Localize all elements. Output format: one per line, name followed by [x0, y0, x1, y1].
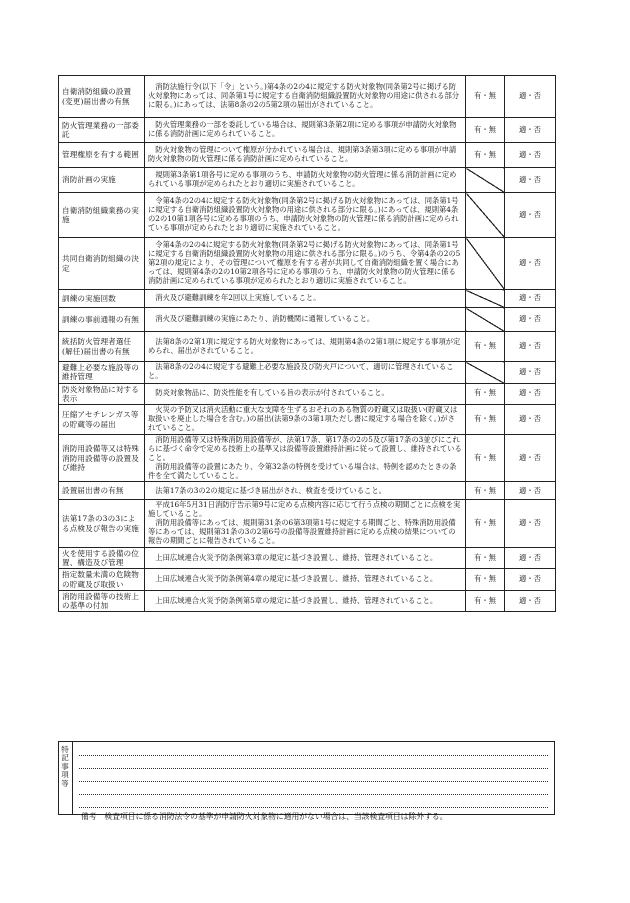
inspection-item: 消防計画の実施 — [59, 168, 145, 193]
inspection-item: 訓練の実施回数 — [59, 290, 145, 308]
not-applicable-cell — [466, 193, 505, 238]
table-row — [59, 405, 556, 435]
inspection-item: 統括防火管理者選任(解任)届出書の有無 — [59, 332, 145, 362]
inspection-criteria: 上田広域連合火災予防条例第5章の規定に基づき設置し、維持、管理されていること。 — [145, 590, 466, 612]
result-cell[interactable]: 適・否 — [505, 238, 556, 290]
presence-cell[interactable]: 有・無 — [466, 590, 505, 612]
table-row — [59, 332, 556, 362]
inspection-criteria: 消防用設備等又は特殊消防用設備等が、法第17条、第17条の2の5及び第17条の3並びにこれらに基づく命令で定める技術上の基準又は設備等設置維持計画に従って設置し、維持されていること。 消防用設備等の設置にあたり、令第32条の特例を受けている場合は、特例を認めたときの条件を全て満たしていること。 — [145, 435, 466, 482]
inspection-criteria: 防火対象物の管理について権原が分かれている場合は、規則第3条第3項に定める事項が申請防火対象物の防火管理に係る消防計画に定められていること。 — [145, 143, 466, 168]
table-row — [59, 362, 556, 384]
inspection-item: 防炎対象物品に対する表示 — [59, 383, 145, 405]
not-applicable-cell — [466, 308, 505, 332]
inspection-item: 指定数量未満の危険物の貯蔵及び取扱い — [59, 569, 145, 591]
result-cell[interactable]: 適・否 — [505, 590, 556, 612]
inspection-criteria: 消火及び避難訓練の実施にあたり、消防機関に通報していること。 — [145, 308, 466, 332]
presence-cell[interactable]: 有・無 — [466, 405, 505, 435]
table-row — [59, 482, 556, 500]
result-cell[interactable]: 適・否 — [505, 569, 556, 591]
notes-line — [79, 781, 548, 782]
inspection-criteria: 規則第3条第1項各号に定める事項のうち、申請防火対象物の防火管理に係る消防計画に定められている事項が定められたとおり適切に実施されていること。 — [145, 168, 466, 193]
presence-cell[interactable]: 有・無 — [466, 569, 505, 591]
inspection-table — [58, 75, 556, 612]
inspection-item: 圧縮アセチレンガス等の貯蔵等の届出 — [59, 405, 145, 435]
inspection-item: 消防用設備等又は特殊消防用設備等の設置及び維持 — [59, 435, 145, 482]
table-row — [59, 500, 556, 547]
table-row — [59, 143, 556, 168]
inspection-item: 管理権原を有する範囲 — [59, 143, 145, 168]
result-cell[interactable]: 適・否 — [505, 332, 556, 362]
table-row — [59, 193, 556, 238]
not-applicable-cell — [466, 290, 505, 308]
special-notes-box[interactable] — [58, 741, 555, 815]
not-applicable-cell — [466, 168, 505, 193]
result-cell[interactable]: 適・否 — [505, 482, 556, 500]
notes-divider — [72, 742, 73, 814]
inspection-item: 防火管理業務の一部委託 — [59, 118, 145, 143]
inspection-item: 自衛消防組織業務の実施 — [59, 193, 145, 238]
inspection-criteria: 消火及び避難訓練を年2回以上実施していること。 — [145, 290, 466, 308]
inspection-item: 火を使用する設備の位置、構造及び管理 — [59, 547, 145, 569]
table-row — [59, 590, 556, 612]
result-cell[interactable]: 適・否 — [505, 168, 556, 193]
presence-cell[interactable]: 有・無 — [466, 143, 505, 168]
inspection-item: 自衛消防組織の設置(変更)届出書の有無 — [59, 76, 145, 118]
result-cell[interactable]: 適・否 — [505, 500, 556, 547]
not-applicable-cell — [466, 362, 505, 384]
presence-cell[interactable]: 有・無 — [466, 118, 505, 143]
table-row — [59, 168, 556, 193]
inspection-item: 設置届出書の有無 — [59, 482, 145, 500]
table-row — [59, 118, 556, 143]
notes-line — [79, 794, 548, 795]
result-cell[interactable]: 適・否 — [505, 383, 556, 405]
result-cell[interactable]: 適・否 — [505, 193, 556, 238]
inspection-item: 避難上必要な施設等の維持管理 — [59, 362, 145, 384]
inspection-item: 消防用設備等の技術上の基準の付加 — [59, 590, 145, 612]
remark-note: 備考 検査項目に係る消防法令の基準が申請防火対象物に適用がない場合は、当該検査項目は除外する。 — [81, 812, 448, 821]
table-row — [59, 435, 556, 482]
notes-line — [79, 807, 548, 808]
inspection-criteria: 防火管理業務の一部を委託している場合は、規則第3条第2項に定める事項が申請防火対象物に係る消防計画に定められていること。 — [145, 118, 466, 143]
inspection-criteria: 防炎対象物品に、防炎性能を有している旨の表示が付されていること。 — [145, 383, 466, 405]
inspection-item: 法第17条の3の3による点検及び報告の実施 — [59, 500, 145, 547]
result-cell[interactable]: 適・否 — [505, 143, 556, 168]
inspection-criteria: 令第4条の2の4に規定する防火対象物(同条第2号に掲げる防火対象物にあっては、同条第1号に規定する自衛消防組織設置防火対象物の用途に供される部分に限る。)にあっては、規則第4条の2の10第1項各号に定める事項のうち、申請防火対象物の防火管理に係る消防計画に定められている事項が定められたとおり適切に実施されていること。 — [145, 193, 466, 238]
table-row — [59, 76, 556, 118]
result-cell[interactable]: 適・否 — [505, 118, 556, 143]
inspection-criteria: 平成16年5月31日消防庁告示第9号に定める点検内容に応じて行う点検の期間ごとに点検を実施していること。 消防用設備等にあっては、規則第31条の6第3項第1号に規定する期間ごと、特殊消防用設備等にあっては、規則第31条の3の2第6号の設備等設置維持計画に定める点検の結果についての報告の期間ごとに報告されていること。 — [145, 500, 466, 547]
presence-cell[interactable]: 有・無 — [466, 500, 505, 547]
presence-cell[interactable]: 有・無 — [466, 76, 505, 118]
presence-cell[interactable]: 有・無 — [466, 383, 505, 405]
presence-cell[interactable]: 有・無 — [466, 435, 505, 482]
result-cell[interactable]: 適・否 — [505, 435, 556, 482]
inspection-criteria: 上田広域連合火災予防条例第4章の規定に基づき設置し、維持、管理されていること。 — [145, 569, 466, 591]
result-cell[interactable]: 適・否 — [505, 290, 556, 308]
presence-cell[interactable]: 有・無 — [466, 332, 505, 362]
notes-line — [79, 755, 548, 756]
table-row — [59, 383, 556, 405]
presence-cell[interactable]: 有・無 — [466, 482, 505, 500]
not-applicable-cell — [466, 238, 505, 290]
inspection-criteria: 火災の予防又は消火活動に重大な支障を生ずるおそれのある物質の貯蔵又は取扱い(貯蔵又は取扱いを廃止した場合を含む。)の届出(法第9条の3第1項ただし書に規定する場合を除く。)がされていること。 — [145, 405, 466, 435]
inspection-criteria: 法第17条の3の2の規定に基づき届出がされ、検査を受けていること。 — [145, 482, 466, 500]
result-cell[interactable]: 適・否 — [505, 547, 556, 569]
notes-line — [79, 768, 548, 769]
table-row — [59, 547, 556, 569]
table-row — [59, 238, 556, 290]
table-row — [59, 569, 556, 591]
table-row — [59, 290, 556, 308]
inspection-item: 訓練の事前通報の有無 — [59, 308, 145, 332]
table-row — [59, 308, 556, 332]
result-cell[interactable]: 適・否 — [505, 405, 556, 435]
result-cell[interactable]: 適・否 — [505, 308, 556, 332]
inspection-criteria: 法第8条の2の4に規定する避難上必要な施設及び防火戸について、適切に管理されていること。 — [145, 362, 466, 384]
inspection-criteria: 消防法施行令(以下「令」という。)第4条の2の4に規定する防火対象物(同条第2号に掲げる防火対象物にあっては、同条第1号に規定する自衛消防組織設置防火対象物の用途に供される部分に限る。)にあっては、法第8条の2の5第2項の届出がされていること。 — [145, 76, 466, 118]
inspection-criteria: 法第8条の2第1項に規定する防火対象物にあっては、規則第4条の2第1項に規定する事項が定められ、届出がされていること。 — [145, 332, 466, 362]
presence-cell[interactable]: 有・無 — [466, 547, 505, 569]
result-cell[interactable]: 適・否 — [505, 362, 556, 384]
inspection-item: 共同自衛消防組織の決定 — [59, 238, 145, 290]
result-cell[interactable]: 適・否 — [505, 76, 556, 118]
inspection-criteria: 令第4条の2の4に規定する防火対象物(同条第2号に掲げる防火対象物にあっては、同条第1号に規定する自衛消防組織設置防火対象物の用途に供される部分に限る。)のうち、令第4条の2の5第2項の規定により、その管理について権原を有する者が共同して自衛消防組織を置く場合にあっては、規則第4条の2の10第2項各号に定める事項のうち、申請防火対象物の防火管理に係る消防計画に定められている事項が定められたとおり適切に実施されていること。 — [145, 238, 466, 290]
inspection-criteria: 上田広域連合火災予防条例第3章の規定に基づき設置し、維持、管理されていること。 — [145, 547, 466, 569]
special-notes-label: 特記事項等 — [61, 745, 69, 788]
